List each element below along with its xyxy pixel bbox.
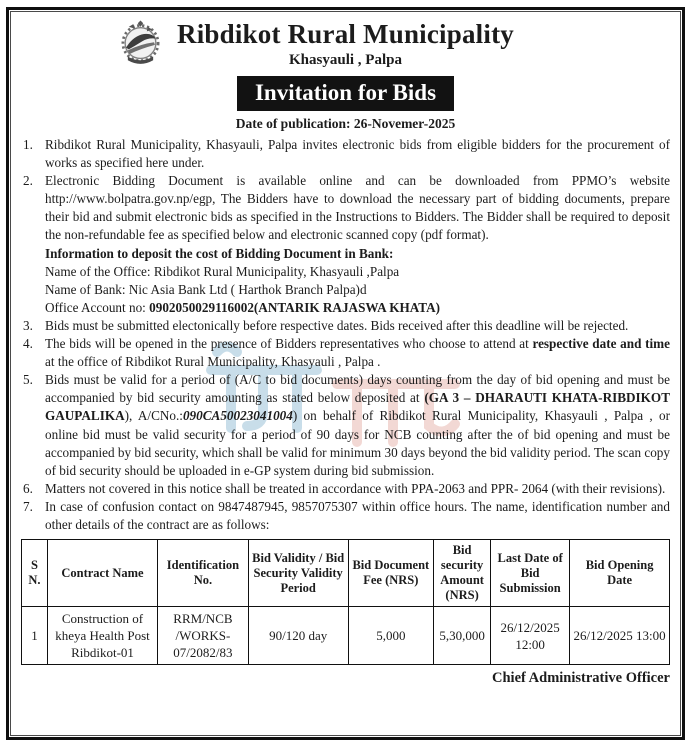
clause-5 [21, 371, 670, 480]
clause-1-text: Ribdikot Rural Municipality, Khasyauli, Palpa invites electronic bids from eligible bidders for the procurement of works as specified here under. [45, 137, 670, 171]
clause-3 [21, 317, 670, 335]
bank-account-line [45, 299, 670, 317]
org-name: Ribdikot Rural Municipality [177, 19, 514, 49]
col-header-bid-document-fee: Bid Document Fee (NRS) [348, 540, 434, 607]
bank-info-heading: Information to deposit the cost of Bidding Document in Bank: [45, 245, 394, 261]
col-header-contract-name: Contract Name [47, 540, 157, 607]
org-address: Khasyauli , Palpa [289, 52, 402, 68]
clause-5-text [45, 371, 670, 480]
col-header-bid-security-amount: Bid security Amount (NRS) [434, 540, 491, 607]
clause-6-number: 6. [23, 480, 33, 496]
clause-5-number: 5. [23, 372, 33, 388]
clause-2-text [45, 172, 670, 317]
clause-7-number: 7. [23, 498, 33, 514]
cell-identification-no: RRM/NCB /WORKS- 07/2082/83 [158, 607, 249, 665]
clause-4 [21, 335, 670, 371]
bids-table-header-row [22, 540, 670, 607]
col-header-bid-opening-date: Bid Opening Date [570, 540, 670, 607]
municipality-emblem-icon [117, 20, 164, 68]
banner-row [21, 76, 670, 111]
clause-1 [21, 136, 670, 172]
col-header-bid-validity: Bid Validity / Bid Security Validity Period [248, 540, 348, 607]
cell-bid-document-fee: 5,000 [348, 607, 434, 665]
bank-office-line: Name of the Office: Ribdikot Rural Municipality, Khasyauli ,Palpa [45, 263, 400, 279]
clause-4-text-part2: at the office of Ribdikot Rural Municipality, Khasyauli , Palpa . [45, 354, 381, 370]
clause-6-text: Matters not covered in this notice shall be treated in accordance with PPA-2063 and PPR- 2064 (with their revisions). [45, 480, 666, 496]
clause-4-text-part1: The bids will be opened in the presence of Bidders representatives who choose to attend at [45, 336, 533, 352]
clause-4-number: 4. [23, 336, 33, 352]
bids-table-row-1 [22, 607, 670, 665]
clause-2-text-part2: , The Bidders have to download the necessary part of bidding documents, prepare their bid and submit electronic bids as specified in the Instructions to Bidders. The Bidder shall be required to deposit the non-refundable fee as specified below and electronic scanned copy (pdf format). [45, 191, 670, 243]
clause-5-deposit-account-name: (GA 3 – DHARAUTI KHATA-RIBDIKOT GAUPALIKA [45, 390, 670, 424]
notice-clauses [21, 136, 670, 534]
clause-5-text-part2: ), A/CNo.: [124, 408, 183, 424]
signatory-title: Chief Administrative Officer [492, 670, 670, 687]
col-header-sn: S N. [22, 540, 48, 607]
publication-date: Date of publication: 26-Novemer-2025 [235, 116, 456, 131]
clause-3-number: 3. [23, 317, 33, 333]
notice-inner-frame [10, 11, 681, 736]
clause-2-text-part1: Electronic Bidding Document is available online and can be downloaded from PPMO’s website [45, 173, 670, 189]
col-header-last-date-submission: Last Date of Bid Submission [491, 540, 570, 607]
cell-last-date-submission: 26/12/2025 12:00 [491, 607, 570, 665]
clause-6 [21, 480, 670, 498]
notice-header [21, 19, 670, 132]
clause-4-text [45, 335, 670, 371]
clause-2 [21, 172, 670, 317]
col-header-identification-no: Identification No. [158, 540, 249, 607]
clause-7-text: In case of confusion contact on 9847487945, 9857075307 within office hours. The name, identification number and other details of the contract are as follows: [45, 498, 670, 532]
cell-bid-opening-date: 26/12/2025 13:00 [570, 607, 670, 665]
clause-2-number: 2. [23, 173, 33, 189]
cell-bid-validity: 90/120 day [248, 607, 348, 665]
clause-1-number: 1. [23, 137, 33, 152]
bank-account-number: 0902050029116002(ANTARIK RAJASWA KHATA) [149, 299, 441, 315]
cell-bid-security-amount: 5,30,000 [434, 607, 491, 665]
clause-2-paragraph [45, 172, 670, 244]
cell-contract-name: Construction of kheya Health Post Ribdikot-01 [47, 607, 157, 665]
clause-5-text-part1: Bids must be valid for a period of (A/C to bid documents) days counting from the day of bid opening and must be accompanied by bid security amounting as stated below deposited at [45, 372, 670, 406]
cell-sn: 1 [22, 607, 48, 665]
bids-table [21, 539, 670, 665]
notice-title-banner: Invitation for Bids [237, 76, 454, 111]
clause-5-account-number: 090CA50023041004 [182, 408, 293, 424]
clause-4-bold-phrase: respective date and time [532, 336, 670, 352]
notice-document [6, 7, 685, 740]
bank-account-label: Office Account no: [45, 299, 150, 315]
clause-5-text-part3: ) on behalf of Ribdikot Rural Municipality, Khasyauli , Palpa , or online bid must be valid security for a period of 90 days for NCB counting after the of bid opening and must be accompanied by bid security, which shall be valid for minimum 30 days beyond the bid validity period. The scan copy of bid security should be uploaded in e-GP system during bid submission. [45, 408, 671, 478]
bank-name-line: Name of Bank: Nic Asia Bank Ltd ( Harthok Branch Palpa)d [45, 281, 367, 297]
clause-7 [21, 498, 670, 534]
ppmo-website-url: http://www.bolpatra.gov.np/egp [45, 191, 213, 207]
clause-3-text: Bids must be submitted electonically before respective dates. Bids received after this deadline will be rejected. [45, 317, 629, 333]
